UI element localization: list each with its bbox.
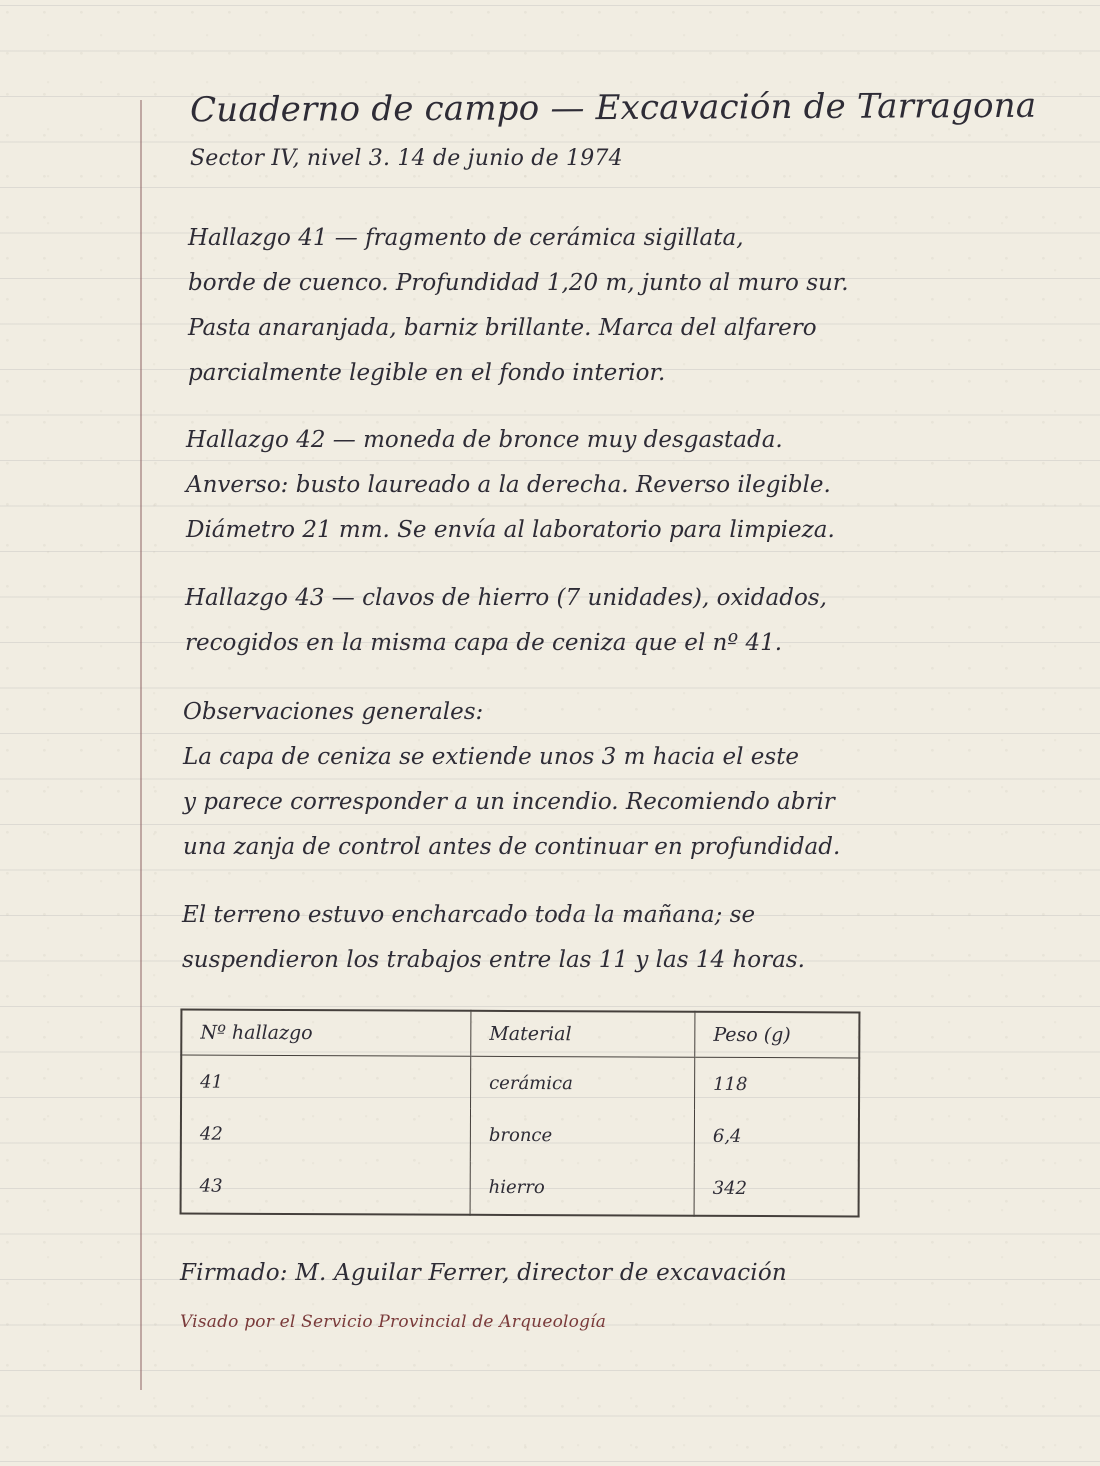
visado-note: Visado por el Servicio Provincial de Arqueología [180,1312,607,1332]
text-line: Hallazgo 43 — clavos de hierro (7 unidades), oxidados, [185,585,827,611]
general-observations-paragraph [183,690,840,870]
page-title: Cuaderno de campo — Excavación de Tarragona [189,85,1037,131]
table-cell: 43 [199,1175,223,1198]
text-line: suspendieron los trabajos entre las 11 y las 14 horas. [182,947,805,973]
page-margin-line [140,100,142,1390]
text-line: borde de cuenco. Profundidad 1,20 m, junto al muro sur. [188,270,849,296]
page-subtitle: Sector IV, nivel 3. 14 de junio de 1974 [190,146,623,171]
table-cell: bronce [470,1109,694,1162]
table-header-cell: Peso (g) [695,1012,860,1058]
table-row [181,1160,859,1216]
table-cell: 42 [199,1123,223,1145]
table-row [181,1055,859,1111]
table-header-row [181,1010,859,1058]
table-cell: 342 [694,1162,859,1216]
text-line: y parece corresponder a un incendio. Recomiendo abrir [183,789,835,815]
signature-line: Firmado: M. Aguilar Ferrer, director de excavación [180,1260,787,1286]
table-cell: 41 [200,1071,224,1093]
findings-table [180,1009,861,1218]
text-line: Anverso: busto laureado a la derecha. Reverso ilegible. [186,472,831,498]
text-line: Observaciones generales: [183,699,484,725]
text-line: parcialmente legible en el fondo interior. [188,360,666,386]
finding-41-paragraph [188,216,849,396]
table-row [181,1108,859,1163]
text-line: Diámetro 21 mm. Se envía al laboratorio para limpieza. [186,517,835,543]
table-header-cell: Nº hallazgo [181,1010,471,1057]
text-line: Hallazgo 42 — moneda de bronce muy desgastada. [186,427,783,453]
table-cell: 118 [695,1057,860,1111]
finding-42-paragraph [186,418,835,553]
finding-43-paragraph [185,576,827,666]
text-line: El terreno estuvo encharcado toda la mañana; se [182,902,756,928]
table-cell: cerámica [471,1056,695,1110]
table-cell: hierro [470,1161,694,1215]
weather-note-paragraph [182,893,805,983]
table-header-cell: Material [471,1011,695,1057]
table-cell: 6,4 [694,1110,859,1163]
text-line: Pasta anaranjada, barniz brillante. Marca del alfarero [188,315,817,341]
text-line: recogidos en la misma capa de ceniza que el nº 41. [185,630,783,656]
text-line: La capa de ceniza se extiende unos 3 m hacia el este [183,744,800,770]
text-line: Hallazgo 41 — fragmento de cerámica sigillata, [188,225,744,251]
text-line: una zanja de control antes de continuar en profundidad. [183,834,841,860]
